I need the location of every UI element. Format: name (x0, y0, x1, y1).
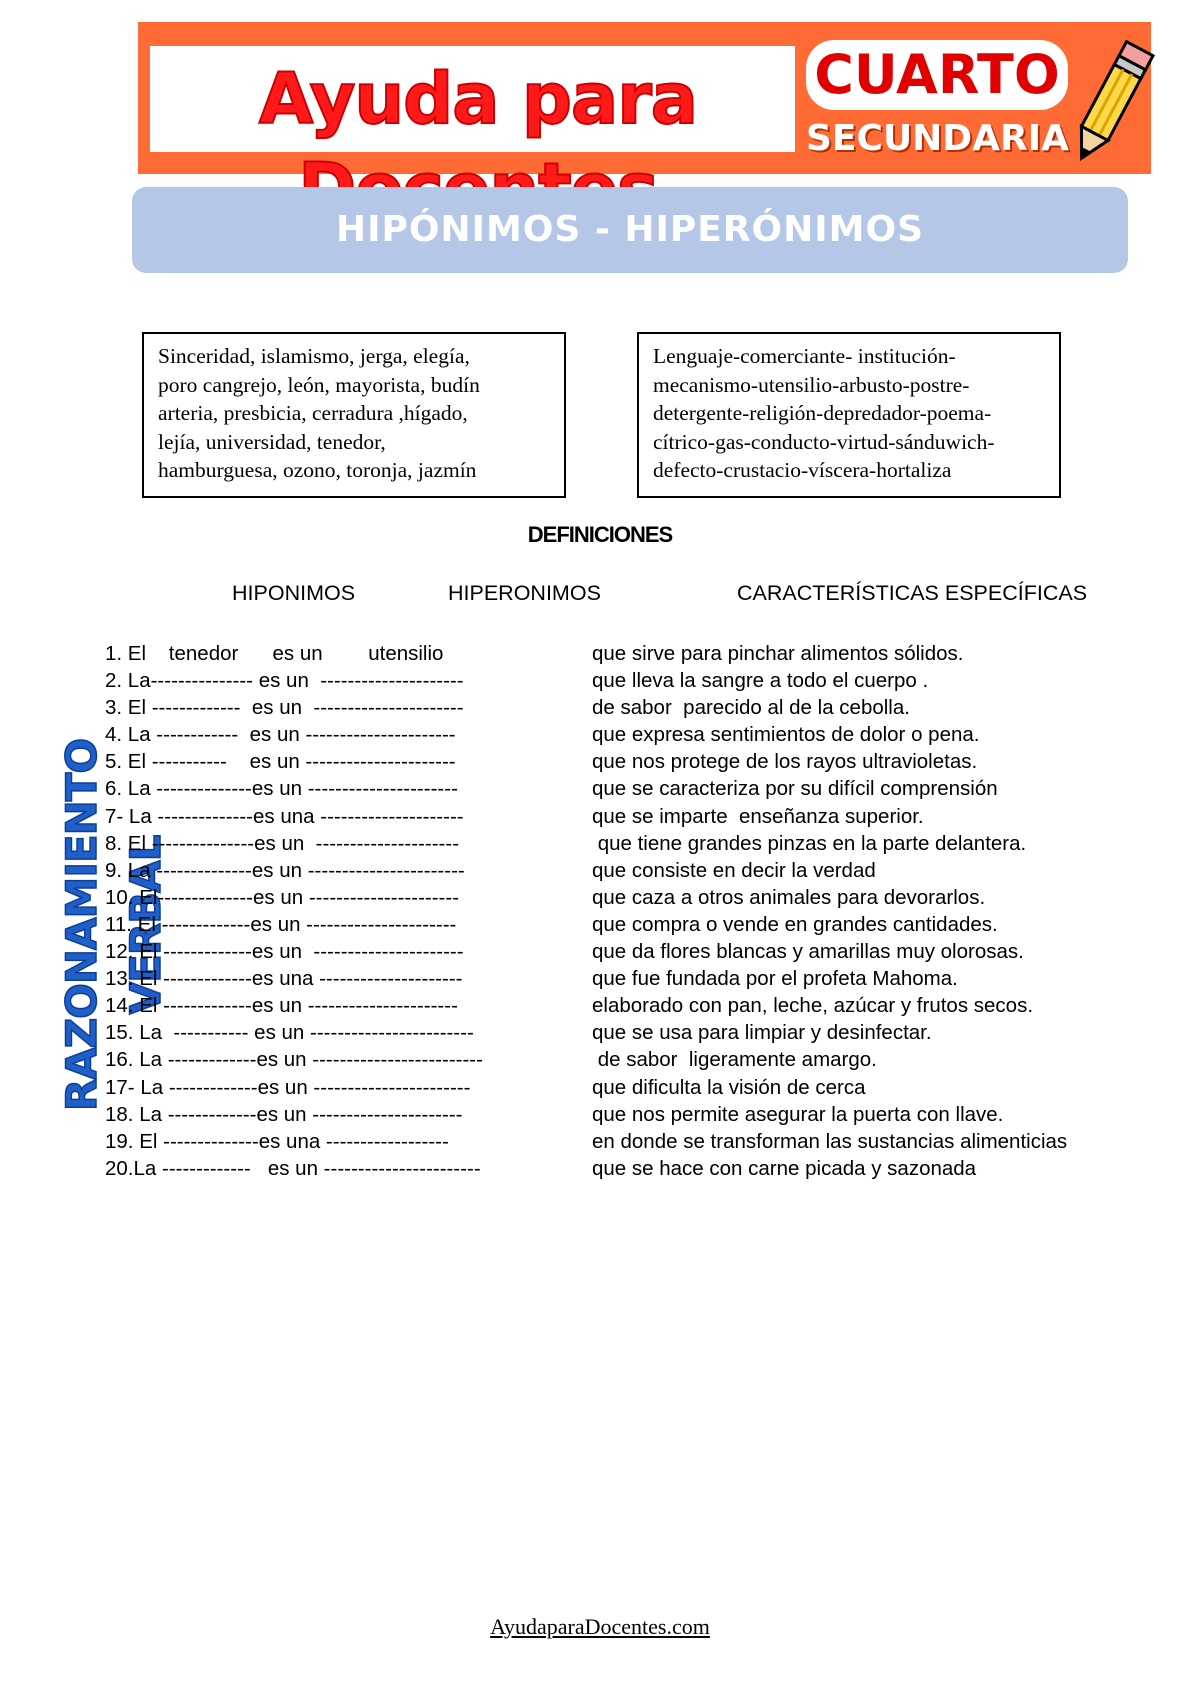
item-blanks: 12. El -------------es un ---------------------- (105, 940, 464, 964)
word-line: poro cangrejo, león, mayorista, budín (158, 372, 480, 397)
item-blanks: 15. La ----------- es un ------------------------ (105, 1021, 474, 1045)
item-definition: que consiste en decir la verdad (592, 858, 876, 882)
list-item (0, 1074, 1200, 1101)
item-blanks: 13. El -------------es una --------------------- (105, 967, 463, 991)
item-definition: elaborado con pan, leche, azúcar y frutos secos. (592, 994, 1034, 1018)
brand-title: Ayuda para (259, 58, 697, 140)
item-definition: que compra o vende en grandes cantidades. (592, 912, 998, 936)
list-item (0, 830, 1200, 857)
item-blanks: 19. El --------------es una ------------------ (105, 1129, 449, 1153)
item-blanks: 20.La ------------- es un ----------------------- (105, 1156, 481, 1180)
word-line: hamburguesa, ozono, toronja, jazmín (158, 458, 477, 482)
word-line: defecto-crustacio-víscera-hortaliza (653, 458, 952, 482)
brand-panel (150, 40, 795, 158)
title-bar (132, 187, 1128, 273)
list-item (0, 1128, 1200, 1155)
list-item (0, 938, 1200, 965)
hypernyms-box (637, 332, 1061, 498)
column-header-hypernyms: HIPERONIMOS (448, 581, 601, 605)
word-line: cítrico-gas-conducto-virtud-sánduwich- (653, 429, 995, 454)
definitions-list (0, 640, 1200, 1182)
item-definition: que se hace con carne picada y sazonada (592, 1156, 977, 1180)
item-definition: que se caracteriza por su difícil comprensión (592, 777, 998, 801)
definitions-heading: DEFINICIONES (527, 522, 673, 547)
item-blanks: 10. El--------------es un ---------------------- (105, 885, 460, 909)
side-label-text: RAZONAMIENTO VERBAL (57, 738, 170, 1112)
list-item (0, 965, 1200, 992)
item-definition: que lleva la sangre a todo el cuerpo . (592, 669, 929, 693)
hyponyms-box (142, 332, 566, 498)
word-line: arteria, presbicia, cerradura ,hígado, (158, 401, 468, 425)
item-definition: de sabor ligeramente amargo. (592, 1048, 877, 1072)
item-definition: que expresa sentimientos de dolor o pena. (592, 723, 980, 747)
item-definition: que fue fundada por el profeta Mahoma. (592, 967, 958, 991)
list-item (0, 640, 1200, 667)
item-definition: en donde se transforman las sustancias alimenticias (592, 1129, 1068, 1153)
item-blanks: 14. El -------------es un ---------------------- (105, 994, 458, 1018)
grade-badge (806, 40, 1068, 110)
item-definition: que tiene grandes pinzas en la parte delantera. (592, 831, 1027, 855)
item-blanks: 1. El tenedor es un utensilio (105, 642, 444, 665)
item-definition: que se imparte enseñanza superior. (592, 804, 924, 828)
list-item (0, 748, 1200, 775)
item-blanks: 18. La -------------es un ---------------------- (105, 1102, 463, 1126)
item-definition: que nos permite asegurar la puerta con llave. (592, 1102, 1004, 1126)
item-blanks: 8. El ---------------es un --------------------- (105, 831, 460, 855)
column-header-hyponyms: HIPONIMOS (232, 581, 356, 605)
item-blanks: 2. La--------------- es un --------------------- (105, 669, 464, 693)
pencil-icon (1058, 24, 1168, 174)
word-line: detergente-religión-depredador-poema- (653, 401, 992, 425)
page-title: HIPÓNIMOS - HIPERÓNIMOS (335, 209, 925, 250)
list-item (0, 775, 1200, 802)
list-item (0, 667, 1200, 694)
list-item (0, 992, 1200, 1019)
word-line: Sinceridad, islamismo, jerga, elegía, (158, 344, 470, 368)
level-label: SECUNDARIA (806, 118, 1070, 159)
list-item (0, 1019, 1200, 1046)
list-item (0, 911, 1200, 938)
grade-label: CUARTO (814, 43, 1060, 106)
item-definition: que se usa para limpiar y desinfectar. (592, 1021, 932, 1045)
list-item (0, 1155, 1200, 1182)
item-definition: que nos protege de los rayos ultravioletas. (592, 750, 978, 774)
word-line: mecanismo-utensilio-arbusto-postre- (653, 372, 970, 397)
item-definition: que caza a otros animales para devorarlos. (592, 885, 986, 909)
footer-link[interactable]: AyudaparaDocentes.com (490, 1614, 710, 1639)
header-banner (138, 22, 1151, 174)
list-item (0, 857, 1200, 884)
list-item (0, 721, 1200, 748)
divider (150, 40, 795, 46)
item-definition: que da flores blancas y amarillas muy olorosas. (592, 940, 1024, 964)
list-item (0, 1046, 1200, 1073)
word-line: lejía, universidad, tenedor, (158, 429, 386, 454)
list-item (0, 1101, 1200, 1128)
item-blanks: 5. El ----------- es un ---------------------- (105, 750, 456, 774)
item-definition: que sirve para pinchar alimentos sólidos. (592, 642, 964, 665)
item-blanks: 3. El ------------- es un ---------------------- (105, 696, 464, 720)
item-blanks: 11. El -------------es un ---------------------- (105, 912, 457, 936)
item-blanks: 7- La --------------es una --------------------- (105, 804, 464, 828)
item-blanks: 16. La -------------es un ------------------------- (105, 1048, 483, 1072)
item-blanks: 4. La ------------ es un ---------------------- (105, 723, 456, 747)
word-line: Lenguaje-comerciante- institución- (653, 344, 956, 368)
item-blanks: 9. La --------------es un ----------------------- (105, 858, 465, 882)
list-item (0, 884, 1200, 911)
list-item (0, 694, 1200, 721)
item-blanks: 17- La -------------es un ----------------------- (105, 1075, 471, 1099)
list-item (0, 803, 1200, 830)
item-definition: que dificulta la visión de cerca (592, 1075, 866, 1099)
item-blanks: 6. La --------------es un ---------------------- (105, 777, 458, 801)
item-definition: de sabor parecido al de la cebolla. (592, 696, 910, 720)
column-header-features: CARACTERÍSTICAS ESPECÍFICAS (737, 581, 1088, 605)
